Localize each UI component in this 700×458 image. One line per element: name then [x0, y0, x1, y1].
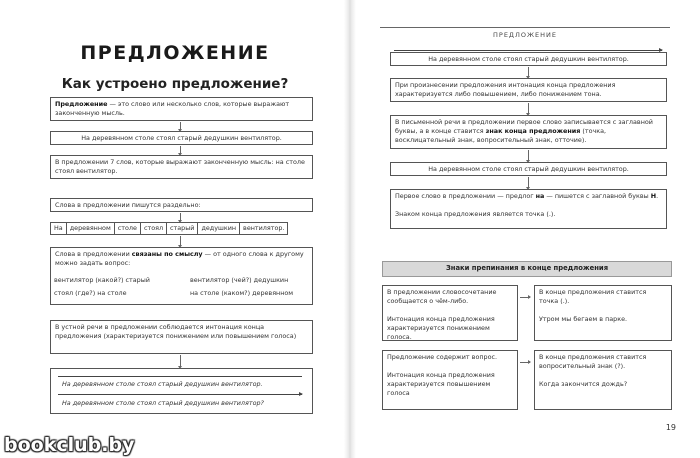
row1-right-box — [534, 285, 672, 341]
written-b: (точка, восклицательный знак, вопросительный знак, отточие). — [395, 127, 607, 144]
definition-term: Предложение — [55, 100, 108, 108]
running-head — [350, 22, 700, 41]
question-tree-left-1: вентилятор (какой?) старый — [54, 276, 150, 284]
intonation-line-rising — [58, 394, 302, 395]
question-tree-right-2: на столе (каком?) деревянном — [190, 289, 294, 297]
arrow-down — [180, 213, 181, 221]
written-speech-box — [390, 115, 667, 149]
end-mark-text: Знаком конца предложения является точка (.). — [395, 210, 556, 218]
word-cell: На — [51, 223, 67, 234]
arrow-down — [528, 177, 529, 188]
intonation-box — [50, 320, 313, 354]
word-cell: деревянном — [67, 223, 115, 234]
row1-left-b: Интонация конца предложения характеризуется понижением голоса. — [387, 315, 495, 341]
page-title: ПРЕДЛОЖЕНИЕ — [80, 42, 270, 64]
question-tree-right-1: вентилятор (чей?) дедушкин — [190, 276, 289, 284]
word-count-box — [50, 155, 313, 179]
first-word-box — [390, 189, 667, 229]
row1-right-a: В конце предложения ставится точка (.). — [539, 288, 647, 305]
word-cell: стоял — [141, 223, 167, 234]
question-tree-left-2: стоял (где?) на столе — [54, 289, 127, 297]
intonation-line-falling — [58, 376, 302, 377]
arrow-down — [528, 67, 529, 77]
sentence-text: На деревянном столе стоял старый дедушкин вентилятор. — [428, 55, 629, 63]
first-word-bold1: на — [535, 192, 545, 200]
watermark-logo: bookclub.by — [4, 434, 135, 456]
row2-left-a: Предложение содержит вопрос. — [387, 353, 498, 361]
arrow-down — [528, 103, 529, 114]
intonation-example-1: На деревянном столе стоял старый дедушкин вентилятор. — [62, 380, 263, 388]
sentence-text-2: На деревянном столе стоял старый дедушкин вентилятор. — [428, 165, 629, 173]
word-cell: столе — [115, 223, 141, 234]
row2-right-box — [534, 350, 672, 410]
first-word-c: . — [656, 192, 659, 200]
word-cell: старый — [167, 223, 198, 234]
written-a: В письменной речи в предложении первое слово записывается с заглавной буквы, а в конце ставится — [395, 118, 653, 135]
tone-text: При произнесении предложения интонация конца предложения характеризуется либо повышением, либо понижением тона. — [395, 81, 616, 98]
first-word-a: Первое слово в предложении — предлог — [395, 192, 536, 200]
arrow-down — [528, 150, 529, 161]
arrow-down — [180, 146, 181, 154]
running-head-text: ПРЕДЛОЖЕНИЕ — [487, 31, 563, 39]
arrow-right — [520, 362, 530, 363]
arrow-right — [520, 297, 530, 298]
separate-words-box — [50, 198, 313, 212]
separate-text: Слова в предложении пишутся раздельно: — [55, 201, 201, 209]
first-word-b: — пишется с заглавной буквы — [544, 192, 651, 200]
definition-text: — это слово или несколько слов, которые выражают законченную мысль. — [55, 100, 290, 117]
tone-box — [390, 78, 667, 102]
page-number: 19 — [665, 423, 676, 432]
intonation-arrow — [394, 50, 662, 51]
example-sentence: На деревянном столе стоял старый дедушкин вентилятор. — [81, 134, 282, 142]
right-page — [350, 0, 700, 458]
word-count-text: В предложении 7 слов, которые выражают законченную мысль: на столе стоял вентилятор. — [55, 158, 305, 175]
link-text-bold: связаны по смыслу — [131, 250, 203, 258]
page-subtitle: Как устроено предложение? — [61, 76, 289, 92]
row1-left-a: В предложении словосочетание сообщается о чём-либо. — [387, 288, 497, 305]
sentence-box-2 — [390, 162, 667, 176]
intonation-text: В устной речи в предложении соблюдается интонация конца предложения (характеризуется понижением или повышением голоса) — [55, 323, 297, 340]
sentence-box — [390, 52, 667, 66]
section-heading: Знаки препинания в конце предложения — [382, 261, 672, 277]
first-word-bold2: Н — [650, 192, 657, 200]
row2-right-a: В конце предложения ставится вопросительный знак (?). — [539, 353, 647, 370]
arrow-down — [180, 355, 181, 367]
definition-box — [50, 97, 313, 121]
arrow-down — [180, 122, 181, 130]
word-cell: вентилятор. — [243, 224, 285, 232]
row1-right-b: Утром мы бегаем в парке. — [539, 315, 628, 323]
link-text-a: Слова в предложении — [55, 250, 132, 258]
row2-left-b: Интонация конца предложения характеризуется повышением голоса — [387, 371, 495, 397]
words-row — [50, 222, 288, 235]
written-bold: знак конца предложения — [485, 127, 581, 135]
arrow-down — [180, 236, 181, 246]
row1-left-box — [382, 285, 518, 341]
example-sentence-box — [50, 131, 313, 145]
link-text-b: — от одного слова к другому можно задать вопрос: — [55, 250, 304, 267]
word-cell: дедушкин — [198, 223, 240, 234]
row2-right-b: Когда закончится дождь? — [539, 380, 628, 388]
intonation-example-2: На деревянном столе стоял старый дедушкин вентилятор? — [62, 399, 264, 407]
row2-left-box — [382, 350, 518, 410]
